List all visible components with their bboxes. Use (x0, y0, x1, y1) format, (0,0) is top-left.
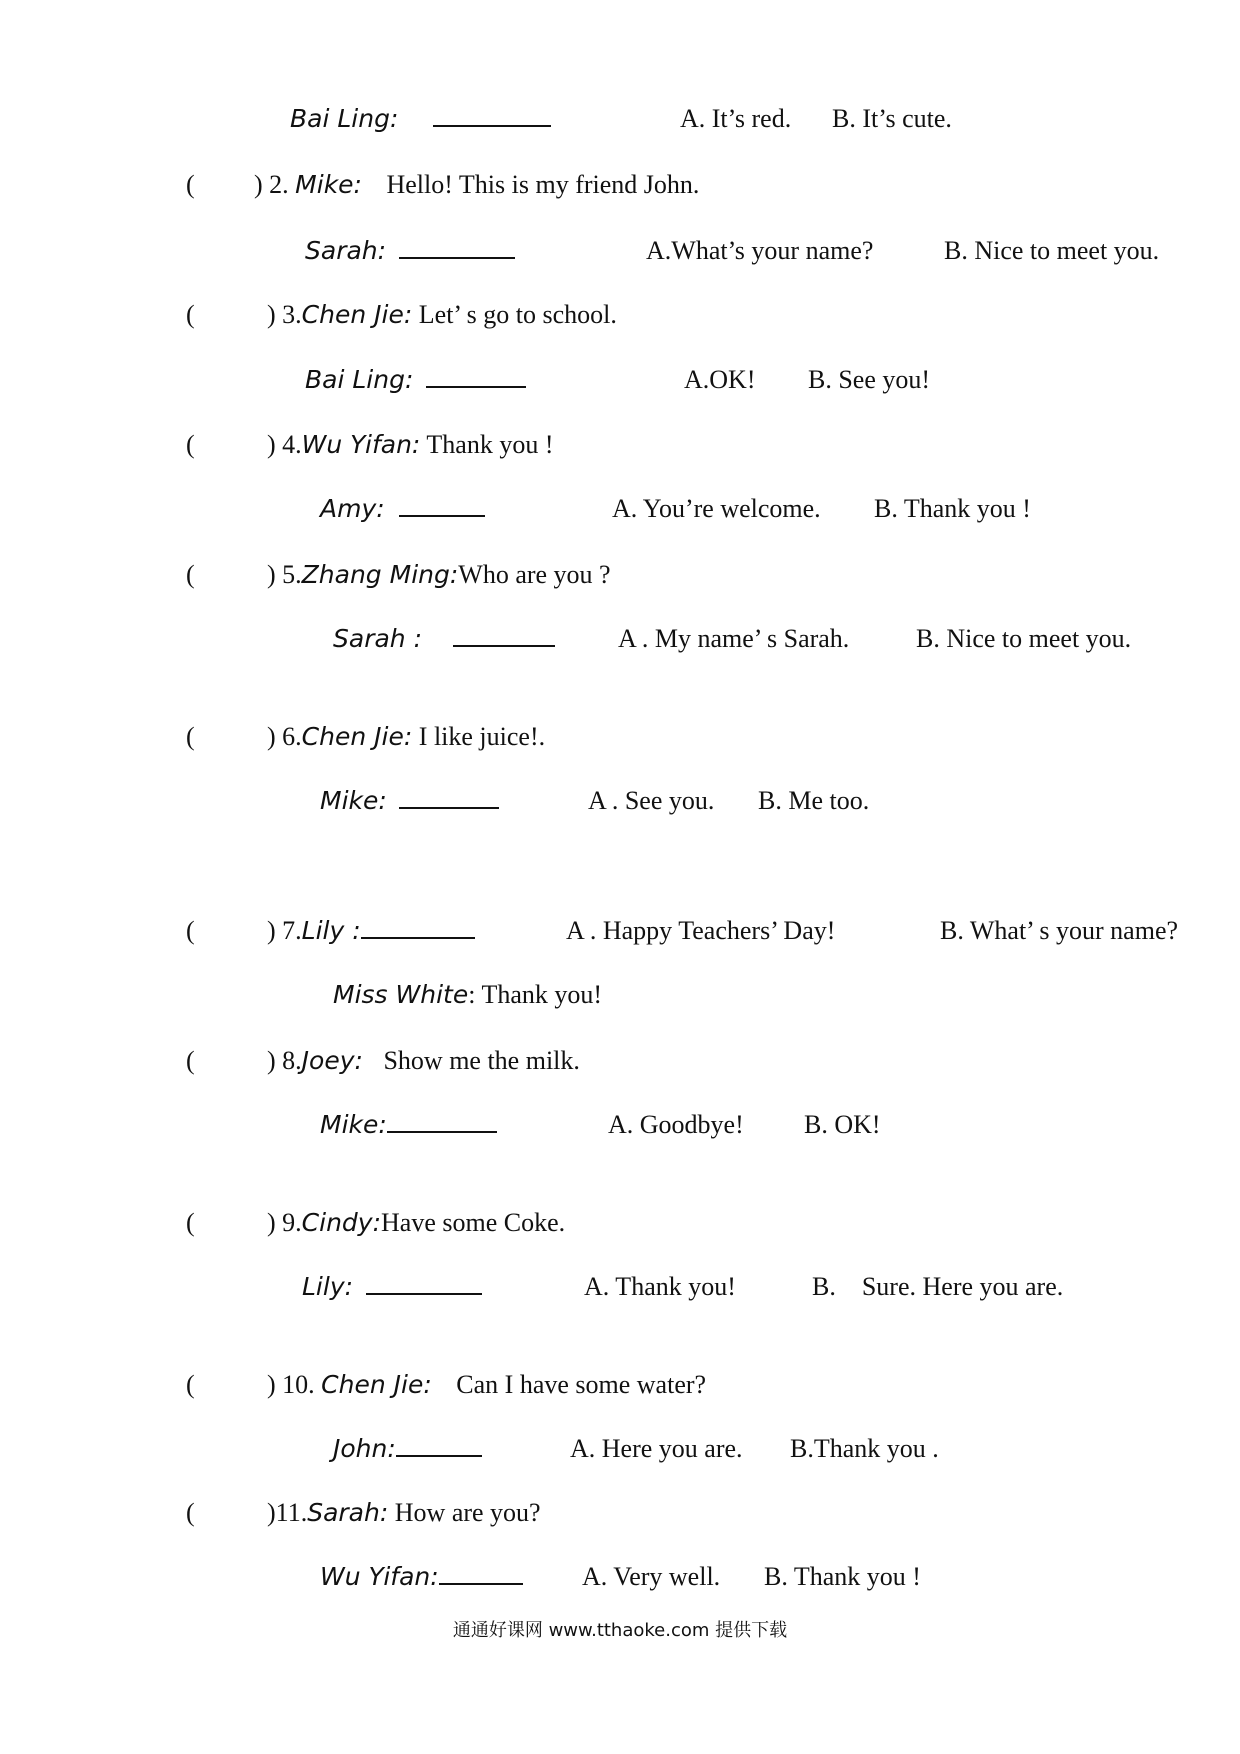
item-number: ) 2. (254, 170, 289, 199)
option-a: A . See you. (588, 786, 715, 815)
option-b: B. Nice to meet you. (944, 236, 1160, 265)
answer-blank[interactable] (387, 1113, 497, 1133)
speaker: Zhang Ming: (301, 560, 459, 589)
option-a: A.OK! (684, 365, 756, 394)
responder: Amy: (320, 494, 385, 523)
item-7-response-line (333, 980, 602, 1010)
speaker: Lily : (301, 916, 361, 945)
option-b: B. Me too. (758, 786, 870, 815)
speaker: Chen Jie: (301, 300, 413, 329)
paren-open: ( (186, 170, 195, 199)
item-number: ) 7. (267, 916, 302, 945)
item-6-response-line (320, 786, 499, 816)
item-6-question (267, 722, 545, 752)
paren-open: ( (186, 916, 195, 945)
item-number: ) 9. (267, 1208, 302, 1237)
item-4-response-line (320, 494, 485, 524)
item-3-response-line (305, 365, 526, 395)
item-7-question (267, 916, 475, 946)
responder: Lily: (302, 1272, 354, 1301)
option-b: B.Thank you . (790, 1434, 939, 1463)
responder: Sarah : (333, 624, 423, 653)
speaker: Chen Jie: (321, 1370, 432, 1399)
responder: Miss White (333, 980, 469, 1009)
item-11-response-line (320, 1562, 523, 1592)
speaker: Chen Jie: (301, 722, 413, 751)
responder: Mike: (320, 1110, 387, 1139)
option-b: B. Thank you ! (874, 494, 1031, 523)
paren-open: ( (186, 1046, 195, 1075)
speaker: Sarah: (307, 1498, 389, 1527)
option-a: A.What’s your name? (646, 236, 874, 265)
item-10-response-line (333, 1434, 482, 1464)
answer-blank[interactable] (361, 919, 475, 939)
speaker: Mike: (295, 170, 362, 199)
item-11-question (267, 1498, 541, 1528)
item-number: ) 4. (267, 430, 302, 459)
answer-blank[interactable] (399, 789, 499, 809)
answer-blank[interactable] (433, 107, 551, 127)
paren-open: ( (186, 300, 195, 329)
item-5-response-line (333, 624, 555, 654)
option-a: A. Here you are. (570, 1434, 743, 1463)
question-text: How are you? (394, 1498, 541, 1527)
item-number: ) 8. (267, 1046, 302, 1075)
item-number: ) 5. (267, 560, 302, 589)
option-a: A. Goodbye! (608, 1110, 744, 1139)
option-a: A . My name’ s Sarah. (618, 624, 850, 653)
option-a: A. Thank you! (584, 1272, 736, 1301)
footer-source: 通通好课网 www.tthaoke.com 提供下载 (452, 1620, 788, 1641)
item-number: ) 10. (267, 1370, 315, 1399)
question-text: Hello! This is my friend John. (386, 170, 700, 199)
option-b: B. It’s cute. (832, 104, 952, 133)
option-b: B. See you! (808, 365, 931, 394)
question-text: Thank you ! (426, 430, 554, 459)
option-a: A. Very well. (582, 1562, 721, 1591)
responder: Wu Yifan: (320, 1562, 439, 1591)
item-5-question (267, 560, 611, 590)
speaker: Cindy: (301, 1208, 382, 1237)
option-b: B. OK! (804, 1110, 881, 1139)
answer-blank[interactable] (399, 239, 515, 259)
question-text: Have some Coke. (381, 1208, 566, 1237)
answer-blank[interactable] (453, 627, 555, 647)
option-b: B. Sure. Here you are. (812, 1272, 1064, 1301)
paren-open: ( (186, 430, 195, 459)
question-text: Let’ s go to school. (418, 300, 617, 329)
paren-open: ( (186, 1370, 195, 1399)
item-9-question (267, 1208, 565, 1238)
item-4-question (267, 430, 553, 460)
answer-blank[interactable] (366, 1275, 482, 1295)
answer-blank[interactable] (396, 1437, 482, 1457)
option-a: A . Happy Teachers’ Day! (566, 916, 836, 945)
question-text: Show me the milk. (383, 1046, 580, 1075)
responder: Sarah: (305, 236, 387, 265)
item-8-response-line (320, 1110, 497, 1140)
paren-open: ( (186, 1208, 195, 1237)
option-b: B. Thank you ! (764, 1562, 921, 1591)
item-2-question (254, 170, 699, 200)
speaker: Wu Yifan: (301, 430, 421, 459)
answer-blank[interactable] (439, 1565, 523, 1585)
option-b: B. Nice to meet you. (916, 624, 1132, 653)
question-text: Can I have some water? (456, 1370, 707, 1399)
item-8-question (267, 1046, 580, 1076)
responder: Mike: (320, 786, 387, 815)
item-1-response-line (290, 104, 551, 134)
answer-blank[interactable] (426, 368, 526, 388)
responder: Bai Ling: (305, 365, 414, 394)
question-text: Who are you ? (458, 560, 611, 589)
paren-open: ( (186, 560, 195, 589)
answer-blank[interactable] (399, 497, 485, 517)
option-b: B. What’ s your name? (940, 916, 1179, 945)
question-text: I like juice!. (418, 722, 546, 751)
speaker: Joey: (301, 1046, 363, 1075)
item-3-question (267, 300, 617, 330)
item-number: ) 6. (267, 722, 302, 751)
responder: John: (333, 1434, 396, 1463)
option-a: A. It’s red. (680, 104, 792, 133)
option-a: A. You’re welcome. (612, 494, 821, 523)
responder: Bai Ling: (290, 104, 399, 133)
item-number: )11. (267, 1498, 308, 1527)
item-number: ) 3. (267, 300, 302, 329)
reply-text: : Thank you! (468, 980, 603, 1009)
item-9-response-line (302, 1272, 482, 1302)
paren-open: ( (186, 1498, 195, 1527)
item-2-response-line (305, 236, 515, 266)
paren-open: ( (186, 722, 195, 751)
item-10-question (267, 1370, 706, 1400)
